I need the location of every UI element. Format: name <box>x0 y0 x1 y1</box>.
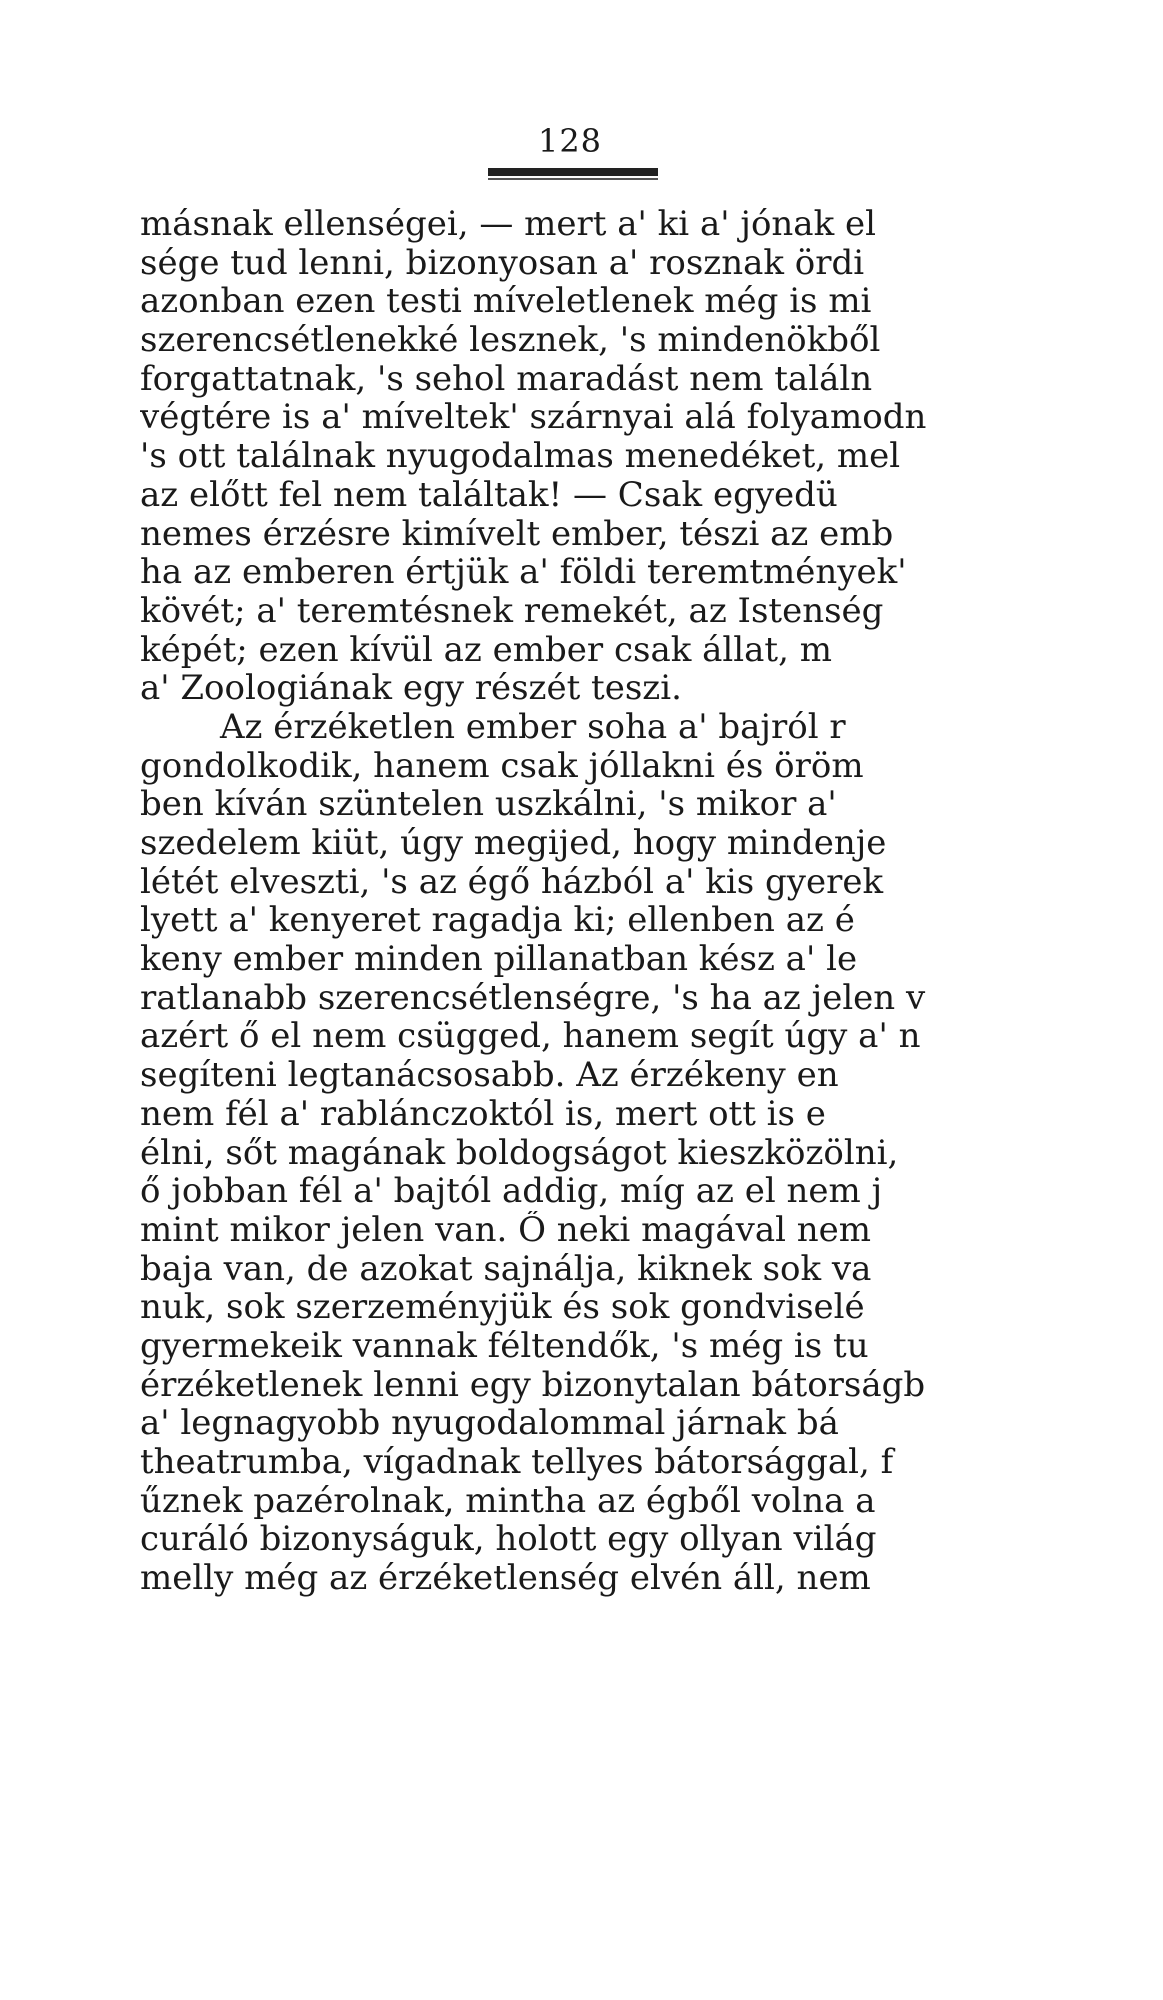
text-line: nuk, sok szerzeményjük és sok gondviselé <box>140 1288 865 1327</box>
page-number: 128 <box>537 122 603 160</box>
text-line: azért ő el nem csügged, hanem segít úgy a' n <box>140 1017 921 1057</box>
text-line: létét elveszti, 's az égő házból a' kis gyerek <box>140 862 884 902</box>
text-line: az előtt fel nem találtak! — Csak egyedü <box>140 475 838 515</box>
text-line: űznek pazérolnak, mintha az égből volna a <box>140 1481 876 1521</box>
text-line: azonban ezen testi míveletlenek még is mi <box>140 282 872 322</box>
text-line: mint mikor jelen van. Ő neki magával nem <box>140 1210 872 1250</box>
text-line: ratlanabb szerencsétlenségre, 's ha az jelen v <box>140 978 926 1018</box>
text-line: nem fél a' rablánczoktól is, mert ott is e <box>140 1094 826 1134</box>
text-line: keny ember minden pillanatban kész a' le <box>140 940 858 979</box>
text-line: lyett a' kenyeret ragadja ki; ellenben az é <box>140 901 855 941</box>
rule-thick-line <box>488 168 658 176</box>
text-line: képét; ezen kívül az ember csak állat, m <box>140 630 832 670</box>
header-rule <box>488 168 658 182</box>
text-line: baja van, de azokat sajnálja, kiknek sok va <box>140 1249 872 1289</box>
text-line: végtére is a' míveltek' szárnyai alá folyamodn <box>140 398 927 438</box>
text-line: ő jobban fél a' bajtól addig, míg az el nem j <box>140 1172 883 1211</box>
text-line: szerencsétlenekké lesznek, 's mindenökből <box>140 321 881 360</box>
text-line: melly még az érzéketlenség elvén áll, nem <box>140 1559 871 1598</box>
text-line: a' Zoologiának egy részét teszi. <box>140 669 682 708</box>
text-line: 's ott találnak nyugodalmas menedéket, mel <box>140 437 901 476</box>
text-line: theatrumba, vígadnak tellyes bátorsággal, f <box>140 1443 894 1482</box>
text-line: ha az emberen értjük a' földi teremtmények' <box>140 553 907 592</box>
text-line: forgattatnak, 's sehol maradást nem találn <box>140 359 873 399</box>
rule-thin-line <box>488 178 658 180</box>
text-line: segíteni legtanácsosabb. Az érzékeny en <box>140 1056 839 1095</box>
text-line: kövét; a' teremtésnek remekét, az Istenség <box>140 591 884 631</box>
text-line: nemes érzésre kimívelt ember, tészi az emb <box>140 514 894 554</box>
text-line: gondolkodik, hanem csak jóllakni és öröm <box>140 746 864 786</box>
text-line: érzéketlenek lenni egy bizonytalan bátorságb <box>140 1365 926 1405</box>
text-line: élni, sőt magának boldogságot kieszközölni, <box>140 1133 899 1173</box>
text-line: szedelem kiüt, úgy megijed, hogy mindenje <box>140 824 887 863</box>
text-line: másnak ellenségei, — mert a' ki a' jónak el <box>140 205 876 244</box>
text-line: ben kíván szüntelen uszkálni, 's mikor a' <box>140 785 837 824</box>
text-line: a' legnagyobb nyugodalommal járnak bá <box>140 1404 839 1443</box>
body-text <box>140 205 1163 1598</box>
text-line: sége tud lenni, bizonyosan a' rosznak ördi <box>140 243 865 283</box>
text-line: Az érzéketlen ember soha a' bajról r <box>220 707 846 747</box>
text-line: curáló bizonyságuk, holott egy ollyan világ <box>140 1520 877 1560</box>
text-line: gyermekeik vannak féltendők, 's még is tu <box>140 1326 869 1366</box>
